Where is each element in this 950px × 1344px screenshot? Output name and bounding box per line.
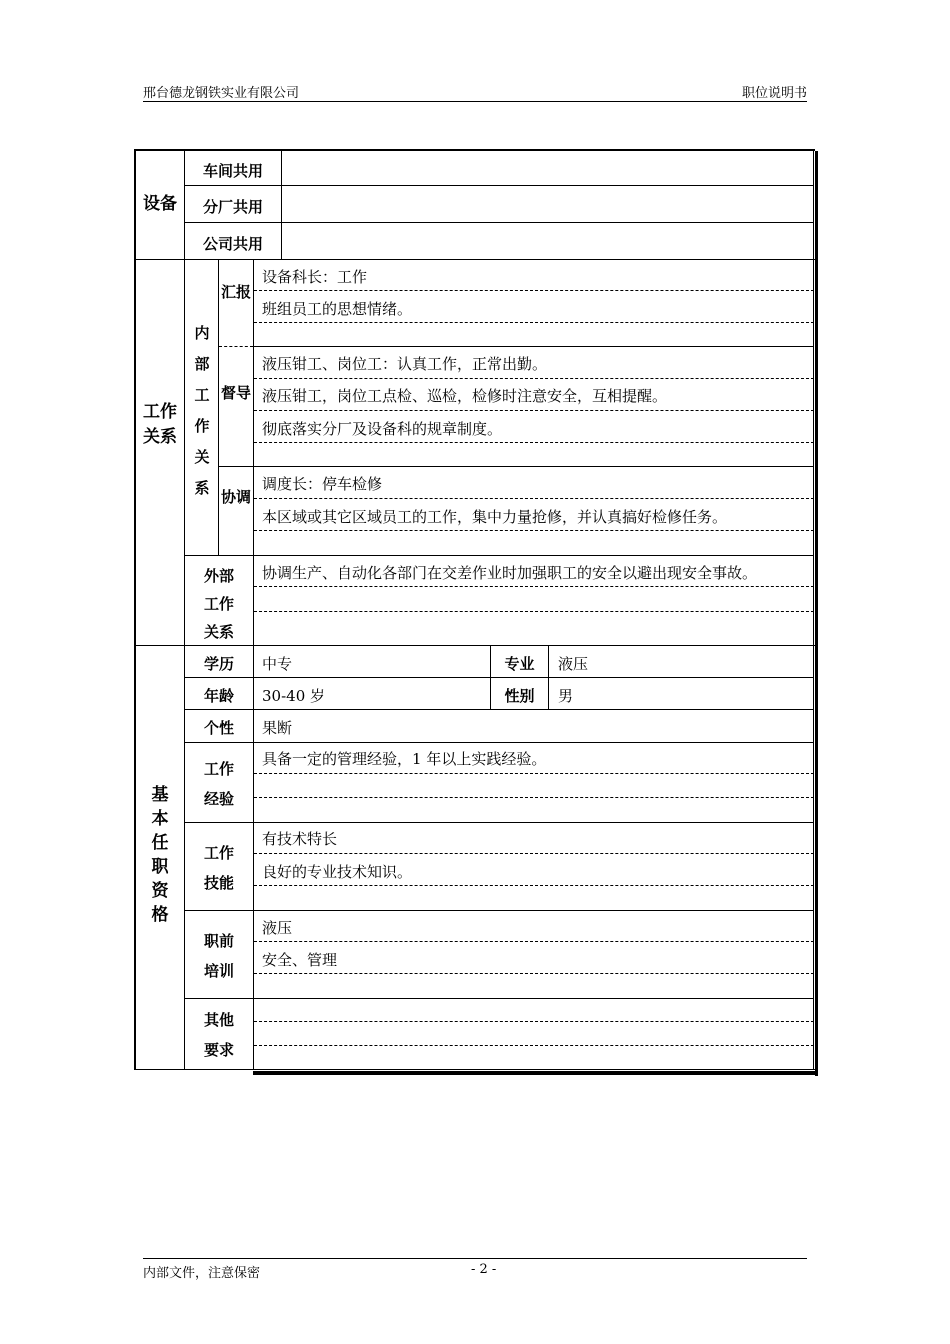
supervise-line-3: 彻底落实分厂及设备科的规章制度。	[262, 420, 503, 438]
subgroup-divider	[184, 555, 814, 556]
subgroup-divider	[253, 346, 814, 347]
dashed-rule	[254, 773, 814, 774]
qualifications-section-label: 基本任职资格	[151, 785, 169, 925]
supervise-line-2: 液压钳工，岗位工点检、巡检，检修时注意安全，互相提醒。	[262, 387, 668, 405]
dashed-rule	[254, 586, 814, 587]
gender-label: 性别	[504, 687, 535, 705]
dashed-rule	[254, 378, 814, 379]
skills-label: 工作技能	[203, 844, 234, 892]
external-line-1: 协调生产、自动化各部门在交差作业时加强职工的安全以避出现安全事故。	[262, 564, 758, 582]
education-label: 学历	[203, 655, 234, 673]
work-relations-section-label: 工作关系	[143, 402, 177, 447]
document-type: 职位说明书	[741, 86, 807, 101]
subgroup-divider	[219, 346, 253, 347]
equipment-section-label: 设备	[143, 194, 177, 214]
table-right-shadow	[815, 151, 818, 1076]
age-value: 30-40 岁	[262, 687, 326, 705]
dashed-rule	[254, 530, 814, 531]
skills-line-1: 有技术特长	[262, 830, 338, 848]
dashed-rule	[254, 853, 814, 854]
column-divider	[184, 149, 185, 1070]
coordinate-line-2: 本区域或其它区域员工的工作，集中力量抢修，并认真搞好检修任务。	[262, 508, 728, 526]
dashed-rule	[254, 322, 814, 323]
subgroup-divider	[219, 466, 814, 467]
table-right-border	[813, 149, 814, 1070]
row-divider	[184, 998, 814, 999]
dashed-rule	[254, 442, 814, 443]
dashed-rule	[254, 885, 814, 886]
report-line-2: 班组员工的思想情绪。	[262, 300, 413, 318]
dashed-rule	[254, 498, 814, 499]
supervise-line-1: 液压钳工、岗位工：认真工作，正常出勤。	[262, 355, 548, 373]
personality-value: 果断	[262, 719, 293, 737]
table-left-border	[134, 149, 136, 1070]
coordinate-line-1: 调度长：停车检修	[262, 475, 383, 493]
column-divider	[548, 645, 549, 709]
training-label: 职前培训	[203, 932, 234, 980]
dashed-rule	[254, 611, 814, 612]
experience-line-1: 具备一定的管理经验，1 年以上实践经验。	[262, 750, 547, 768]
other-requirements-label: 其他要求	[203, 1011, 234, 1059]
table-bottom-border	[134, 1069, 815, 1070]
education-value: 中专	[262, 655, 293, 673]
row-divider	[184, 822, 814, 823]
footer-divider	[143, 1258, 807, 1259]
training-line-2: 安全、管理	[262, 951, 338, 969]
row-divider	[184, 709, 814, 710]
dashed-rule	[254, 973, 814, 974]
column-divider	[218, 259, 219, 555]
dashed-rule	[254, 797, 814, 798]
table-bottom-shadow	[253, 1071, 818, 1075]
row-divider	[184, 677, 814, 678]
row-divider	[184, 222, 814, 223]
equipment-branch-label: 分厂共用	[202, 198, 263, 216]
equipment-company-label: 公司共用	[202, 235, 263, 253]
training-line-1: 液压	[262, 919, 293, 937]
row-divider	[184, 185, 814, 186]
column-divider	[281, 149, 282, 259]
internal-relations-label: 内部工作关系	[194, 324, 210, 497]
section-divider	[134, 259, 815, 260]
header-divider	[143, 101, 807, 102]
dashed-rule	[254, 941, 814, 942]
age-label: 年龄	[203, 687, 234, 705]
row-divider	[184, 910, 814, 911]
experience-label: 工作经验	[203, 760, 234, 808]
confidential-note: 内部文件，注意保密	[143, 1266, 261, 1281]
dashed-rule	[254, 410, 814, 411]
company-name: 邢台德龙钢铁实业有限公司	[143, 86, 300, 101]
row-divider	[184, 742, 814, 743]
major-value: 液压	[558, 655, 589, 673]
dashed-rule	[254, 1045, 814, 1046]
skills-line-2: 良好的专业技术知识。	[262, 863, 413, 881]
report-label: 汇报	[220, 283, 251, 301]
coordinate-label: 协调	[220, 488, 251, 506]
external-relations-label: 外部工作关系	[203, 567, 234, 641]
gender-value: 男	[558, 687, 574, 705]
report-line-1: 设备科长：工作	[262, 268, 368, 286]
major-label: 专业	[504, 655, 535, 673]
personality-label: 个性	[203, 719, 234, 737]
column-divider	[253, 259, 254, 1070]
supervise-label: 督导	[220, 384, 251, 402]
equipment-workshop-label: 车间共用	[202, 162, 263, 180]
table-top-border	[134, 149, 815, 151]
dashed-rule	[254, 1021, 814, 1022]
page-number: - 2 -	[471, 1262, 497, 1277]
dashed-rule	[254, 290, 814, 291]
